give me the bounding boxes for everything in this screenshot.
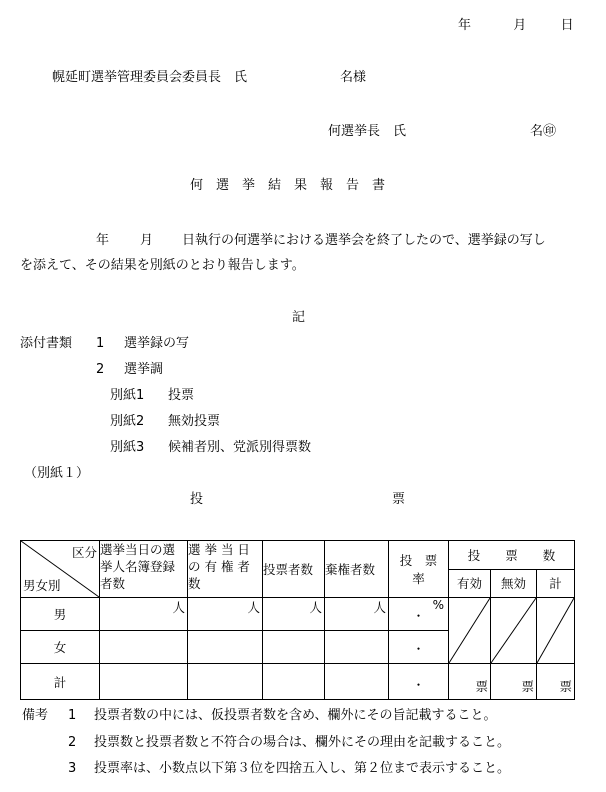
unit-person: 人 bbox=[172, 600, 185, 615]
table-row-male bbox=[21, 598, 575, 631]
unit-ballot: 票 bbox=[475, 679, 488, 694]
cell-rate-male bbox=[389, 598, 449, 631]
section-title-left: 投 bbox=[190, 492, 204, 507]
cell-rate-female bbox=[389, 631, 449, 664]
cell-eligible-male bbox=[188, 598, 263, 631]
cell-ballot-total bbox=[537, 664, 575, 700]
header-kubun: 区分 bbox=[71, 545, 97, 560]
row-label-female: 女 bbox=[21, 631, 100, 664]
header-valid: 有効 bbox=[449, 569, 491, 598]
cell-valid-blank bbox=[449, 598, 491, 664]
slash-line bbox=[491, 598, 536, 663]
notes-label: 備考 bbox=[22, 708, 49, 723]
cell-voters-male bbox=[263, 598, 325, 631]
unit-percent: % bbox=[432, 598, 444, 612]
slash-line bbox=[449, 598, 490, 663]
cell-voters-total bbox=[263, 664, 325, 700]
header-eligible: 選 挙 当 日 の 有 権 者 数 bbox=[188, 541, 263, 598]
unit-ballot: 票 bbox=[559, 679, 573, 694]
date-line bbox=[458, 18, 574, 34]
cell-registered-total bbox=[100, 664, 188, 700]
decimal-point: ・ bbox=[412, 642, 425, 656]
unit-person: 人 bbox=[373, 600, 386, 615]
unit-ballot: 票 bbox=[521, 679, 534, 694]
date-year: 年 bbox=[458, 18, 472, 33]
sub-item-text-1: 投票 bbox=[168, 388, 195, 403]
section-title-right: 票 bbox=[392, 492, 406, 507]
slash-line bbox=[537, 598, 574, 663]
row-label-total: 計 bbox=[21, 664, 100, 700]
body-month: 月 bbox=[140, 233, 154, 248]
date-day: 日 bbox=[560, 18, 574, 33]
decimal-point: ・ bbox=[412, 609, 425, 623]
header-kubun-cell bbox=[21, 541, 100, 598]
header-abstain: 棄権者数 bbox=[325, 541, 389, 598]
body-line2: を添えて、その結果を別紙のとおり報告します。 bbox=[20, 258, 305, 273]
header-total: 計 bbox=[537, 569, 575, 598]
header-ballots: 投 票 数 bbox=[449, 541, 575, 570]
cell-registered-female bbox=[100, 631, 188, 664]
attachment-num-1: 1 bbox=[96, 336, 105, 351]
unit-person: 人 bbox=[247, 600, 260, 615]
header-danjo: 男女別 bbox=[23, 578, 61, 593]
sub-item-label-2: 別紙2 bbox=[110, 414, 145, 429]
cell-voters-female bbox=[263, 631, 325, 664]
attachment-num-2: 2 bbox=[96, 362, 105, 377]
note-num-3: 3 bbox=[68, 761, 77, 776]
header-rate: 投 票 率 bbox=[389, 541, 449, 598]
cell-eligible-female bbox=[188, 631, 263, 664]
table-row-total bbox=[21, 664, 575, 700]
note-text-1: 投票者数の中には、仮投票者数を含め、欄外にその旨記載すること。 bbox=[94, 708, 497, 723]
date-month: 月 bbox=[513, 18, 527, 33]
sub-item-text-3: 候補者別、党派別得票数 bbox=[168, 440, 312, 455]
cell-abstain-female bbox=[325, 631, 389, 664]
cell-total-blank bbox=[537, 598, 575, 664]
cell-rate-total bbox=[389, 664, 449, 700]
sub-item-text-2: 無効投票 bbox=[168, 414, 221, 429]
cell-invalid-blank bbox=[491, 598, 537, 664]
cell-registered-male bbox=[100, 598, 188, 631]
decimal-point: ・ bbox=[412, 678, 425, 692]
header-voters: 投票者数 bbox=[263, 541, 325, 598]
body-line1: 日執行の何選挙における選挙会を終了したので、選挙録の写し bbox=[182, 233, 546, 248]
unit-person: 人 bbox=[309, 600, 322, 615]
note-text-3: 投票率は、小数点以下第３位を四捨五入し、第２位まで表示すること。 bbox=[94, 761, 511, 776]
header-invalid: 無効 bbox=[491, 569, 537, 598]
document-title: 何選挙結果報告書 bbox=[190, 178, 399, 193]
header-registered: 選挙当日の選挙人名簿登録者数 bbox=[100, 541, 188, 598]
sub-item-label-3: 別紙3 bbox=[110, 440, 145, 455]
recipient-title: 幌延町選挙管理委員会委員長 氏 bbox=[52, 70, 248, 85]
vote-table bbox=[20, 540, 575, 700]
cell-abstain-male bbox=[325, 598, 389, 631]
attachment-text-1: 選挙録の写 bbox=[124, 336, 190, 351]
sub-item-label-1: 別紙1 bbox=[110, 388, 145, 403]
attachments-label: 添付書類 bbox=[20, 336, 73, 351]
sender-suffix: 名㊞ bbox=[530, 124, 557, 139]
ki-heading: 記 bbox=[292, 310, 306, 325]
note-text-2: 投票数と投票者数と不符合の場合は、欄外にその理由を記載すること。 bbox=[94, 735, 511, 750]
cell-eligible-total bbox=[188, 664, 263, 700]
note-num-1: 1 bbox=[68, 708, 77, 723]
row-label-male: 男 bbox=[21, 598, 100, 631]
cell-invalid-total bbox=[491, 664, 537, 700]
cell-abstain-total bbox=[325, 664, 389, 700]
body-year: 年 bbox=[96, 233, 110, 248]
attachment-text-2: 選挙調 bbox=[124, 362, 164, 377]
sender-title: 何選挙長 氏 bbox=[328, 124, 407, 139]
cell-valid-total bbox=[449, 664, 491, 700]
note-num-2: 2 bbox=[68, 735, 77, 750]
recipient-suffix: 名様 bbox=[340, 70, 367, 85]
appendix-label: （別紙１） bbox=[24, 466, 90, 481]
